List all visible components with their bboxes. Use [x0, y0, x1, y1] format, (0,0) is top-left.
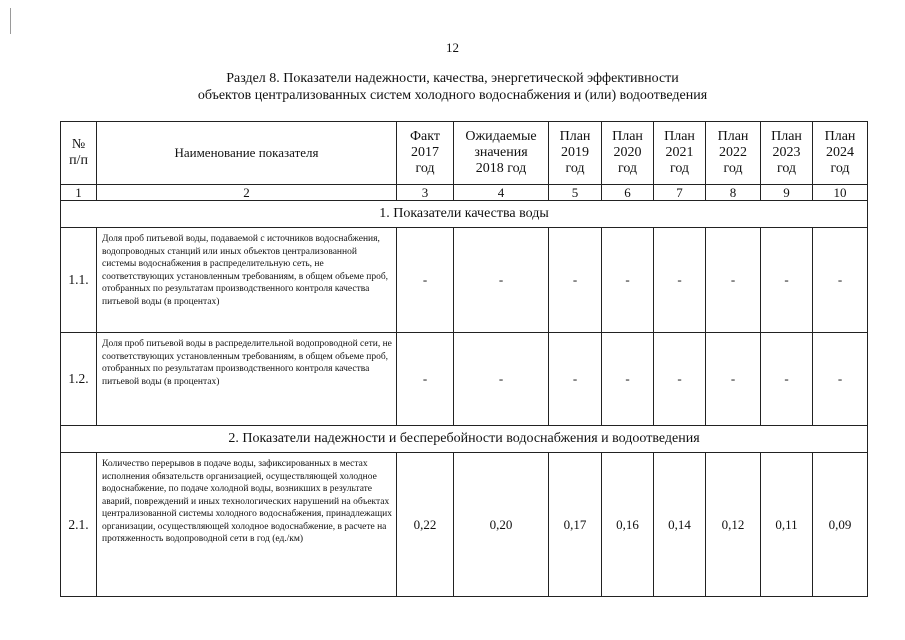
header-cell-plan-2024: План 2024 год — [813, 122, 868, 185]
section-title-line-1: Раздел 8. Показатели надежности, качества, энергетической эффективности — [226, 71, 679, 86]
header-cell-plan-2021: План 2021 год — [654, 122, 706, 185]
column-number: 8 — [706, 185, 761, 201]
value-cell: 0,09 — [813, 453, 868, 597]
value-cell: - — [761, 228, 813, 333]
section-heading-reliability: 2. Показатели надежности и бесперебойности водоснабжения и водоотведения — [61, 426, 868, 453]
header-cell-expected-2018: Ожидаемые значения 2018 год — [454, 122, 549, 185]
indicator-name: Доля проб питьевой воды в распределительной водопроводной сети, не соответствующих установленным требованиям, в общем объеме проб, отобранных по результатам производственного контроля качества питьевой воды (в процентах) — [97, 333, 397, 426]
header-row — [61, 122, 868, 185]
section-row — [61, 426, 868, 453]
row-code: 1.1. — [61, 228, 97, 333]
value-cell: - — [761, 333, 813, 426]
header-cell-plan-2020: План 2020 год — [602, 122, 654, 185]
value-cell: - — [454, 228, 549, 333]
column-number: 6 — [602, 185, 654, 201]
section-title-line-2: объектов централизованных систем холодного водоснабжения и (или) водоотведения — [197, 88, 708, 103]
value-cell: - — [397, 228, 454, 333]
page-number: 12 — [446, 40, 459, 55]
value-cell: - — [549, 333, 602, 426]
value-cell: - — [549, 228, 602, 333]
header-cell-fact-2017: Факт 2017 год — [397, 122, 454, 185]
value-cell: - — [813, 333, 868, 426]
value-cell: - — [397, 333, 454, 426]
indicator-name: Количество перерывов в подаче воды, зафиксированных в местах исполнения обязательств организацией, осуществляющей холодное водоснабжение, по подаче холодной воды, возникших в результате аварий, повреждений и иных технологических нарушений на объектах централизованной системы холодного водоснабжения, принадлежащих организации, осуществляющей холодное водоснабжение, в расчете на протяженность водопроводной сети в год (ед./км) — [97, 453, 397, 597]
header-cell-plan-2023: План 2023 год — [761, 122, 813, 185]
value-cell: 0,17 — [549, 453, 602, 597]
value-cell: 0,14 — [654, 453, 706, 597]
header-cell-index: № п/п — [61, 122, 97, 185]
row-code: 2.1. — [61, 453, 97, 597]
header-cell-name: Наименование показателя — [97, 122, 397, 185]
section-title — [0, 70, 905, 104]
margin-mark — [10, 8, 11, 34]
value-cell: - — [654, 333, 706, 426]
column-number-row — [61, 185, 868, 201]
column-number: 5 — [549, 185, 602, 201]
value-cell: 0,22 — [397, 453, 454, 597]
value-cell: - — [706, 333, 761, 426]
table-row — [61, 228, 868, 333]
table-row — [61, 453, 868, 597]
section-row — [61, 201, 868, 228]
indicator-name: Доля проб питьевой воды, подаваемой с источников водоснабжения, водопроводных станций или иных объектов централизованной системы водоснабжения в распределительную сеть, не соответствующих установленным требованиям, в общем объеме проб, отобранных по результатам производственного контроля качества питьевой воды (в процентах) — [97, 228, 397, 333]
column-number: 3 — [397, 185, 454, 201]
header-cell-plan-2019: План 2019 год — [549, 122, 602, 185]
section-heading-water-quality: 1. Показатели качества воды — [61, 201, 868, 228]
value-cell: 0,12 — [706, 453, 761, 597]
column-number: 9 — [761, 185, 813, 201]
value-cell: - — [454, 333, 549, 426]
value-cell: - — [602, 333, 654, 426]
header-cell-plan-2022: План 2022 год — [706, 122, 761, 185]
column-number: 10 — [813, 185, 868, 201]
table-row — [61, 333, 868, 426]
column-number: 4 — [454, 185, 549, 201]
value-cell: - — [706, 228, 761, 333]
value-cell: 0,20 — [454, 453, 549, 597]
column-number: 1 — [61, 185, 97, 201]
row-code: 1.2. — [61, 333, 97, 426]
column-number: 7 — [654, 185, 706, 201]
value-cell: 0,11 — [761, 453, 813, 597]
indicators-table — [60, 121, 868, 597]
value-cell: - — [602, 228, 654, 333]
value-cell: - — [813, 228, 868, 333]
column-number: 2 — [97, 185, 397, 201]
value-cell: 0,16 — [602, 453, 654, 597]
value-cell: - — [654, 228, 706, 333]
